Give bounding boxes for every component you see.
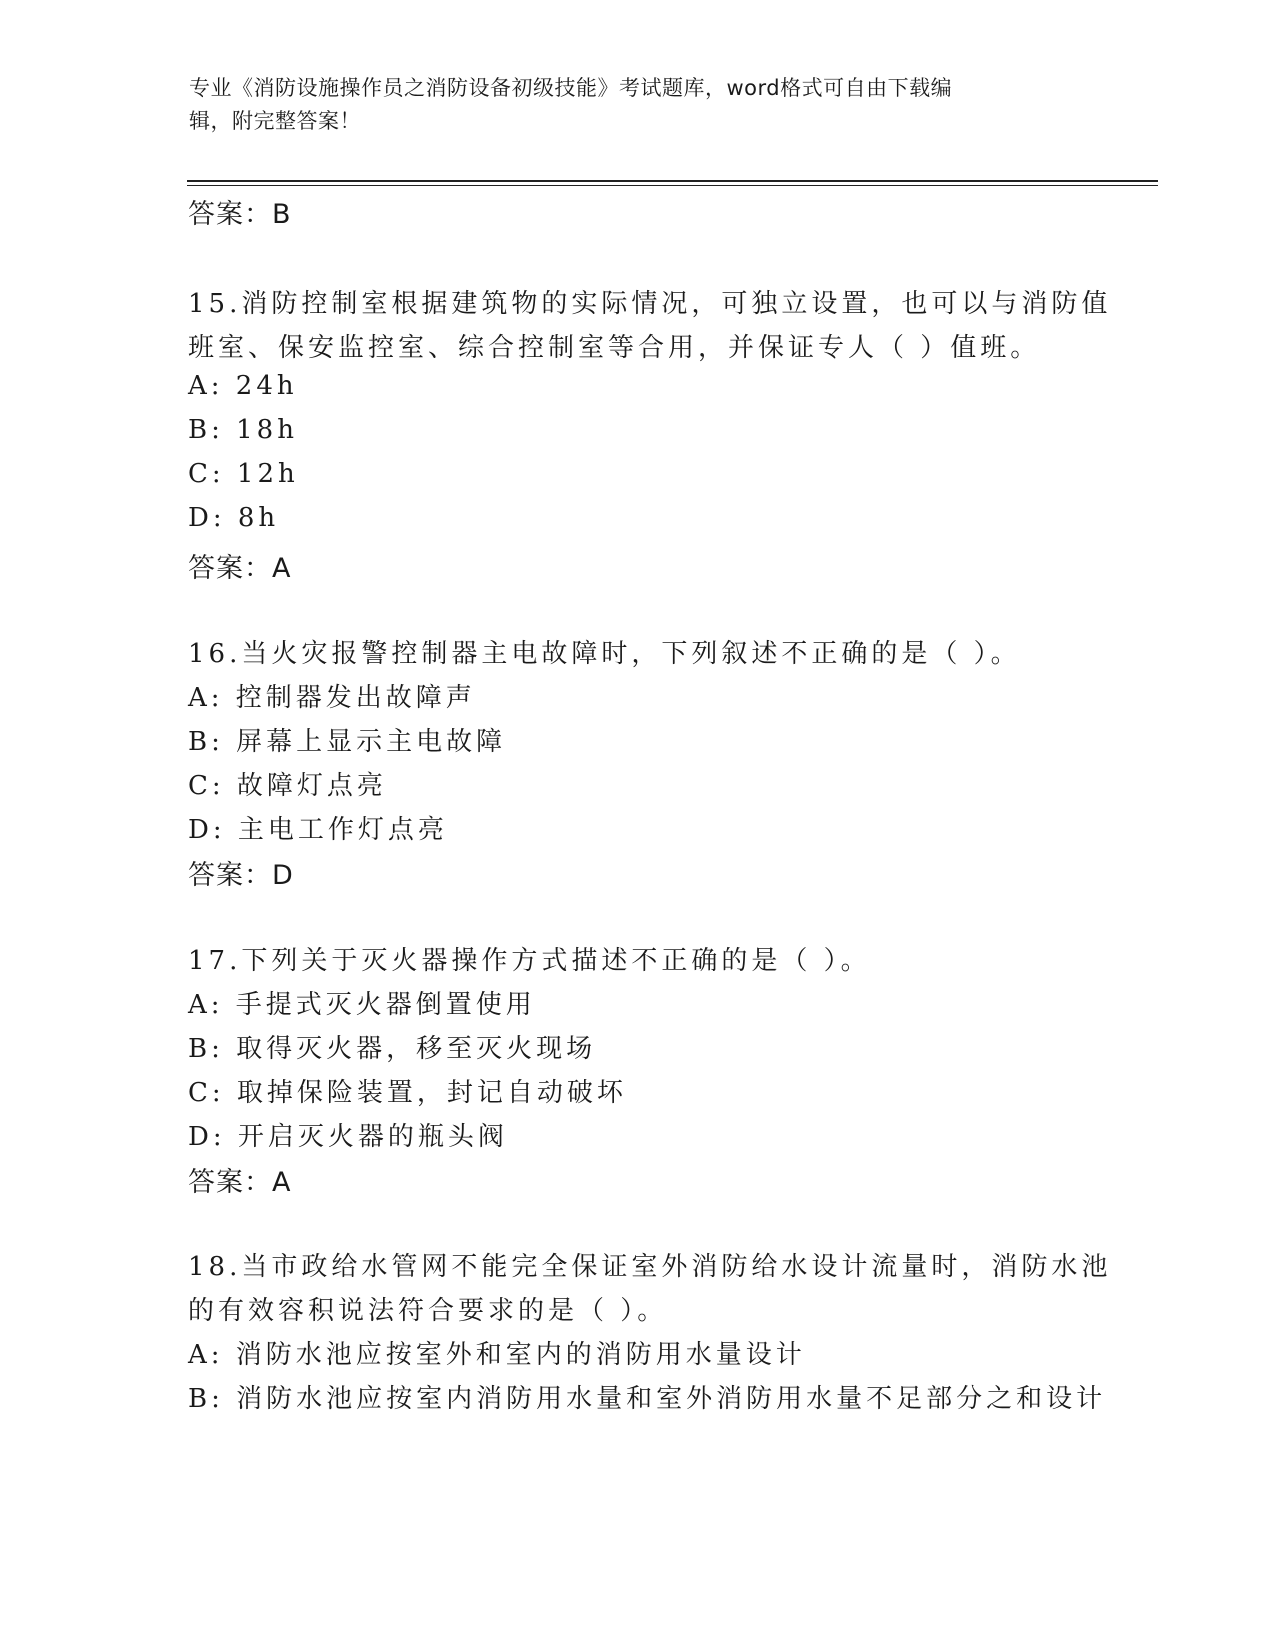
- q16-answer: 答案：D: [188, 860, 294, 891]
- q18-option-b: B: 消防水池应按室内消防用水量和室外消防用水量不足部分之和设计: [188, 1384, 1107, 1414]
- answer-14: 答案：B: [188, 199, 292, 230]
- q18-stem-line-2: 的有效容积说法符合要求的是（ ）。: [188, 1296, 668, 1326]
- q16-stem-line-1: 16.当火灾报警控制器主电故障时，下列叙述不正确的是（ ）。: [188, 639, 1021, 669]
- q16-option-a: A: 控制器发出故障声: [188, 683, 476, 713]
- q16-option-d: D: 主电工作灯点亮: [188, 815, 448, 845]
- q17-option-d: D: 开启灭火器的瓶头阀: [188, 1122, 508, 1152]
- q18-option-a: A: 消防水池应按室外和室内的消防用水量设计: [188, 1340, 806, 1370]
- q15-option-b: B: 18h: [188, 415, 298, 445]
- q18-stem-line-1: 18.当市政给水管网不能完全保证室外消防给水设计流量时，消防水池: [188, 1252, 1112, 1282]
- q15-option-d: D: 8h: [188, 503, 280, 533]
- header-divider-thin: [187, 185, 1158, 186]
- q16-option-c: C: 故障灯点亮: [188, 771, 387, 801]
- header-line-1: 专业《消防设施操作员之消防设备初级技能》考试题库，word格式可自由下载编: [189, 76, 953, 100]
- q17-answer: 答案：A: [188, 1167, 292, 1198]
- q17-option-b: B: 取得灭火器，移至灭火现场: [188, 1034, 597, 1064]
- q17-option-c: C: 取掉保险装置，封记自动破坏: [188, 1078, 627, 1108]
- header-line-2: 辑，附完整答案！: [189, 109, 361, 133]
- q17-stem-line-1: 17.下列关于灭火器操作方式描述不正确的是（ ）。: [188, 946, 871, 976]
- document-header: [189, 72, 1089, 138]
- header-divider-thick: [187, 180, 1158, 182]
- q15-option-c: C: 12h: [188, 459, 299, 489]
- q17-option-a: A: 手提式灭火器倒置使用: [188, 990, 536, 1020]
- q15-answer: 答案：A: [188, 553, 292, 584]
- q16-option-b: B: 屏幕上显示主电故障: [188, 727, 507, 757]
- q15-option-a: A: 24h: [188, 371, 298, 401]
- q15-stem-line-2: 班室、保安监控室、综合控制室等合用，并保证专人（ ）值班。: [188, 333, 1041, 363]
- q15-stem-line-1: 15.消防控制室根据建筑物的实际情况，可独立设置，也可以与消防值: [188, 289, 1112, 319]
